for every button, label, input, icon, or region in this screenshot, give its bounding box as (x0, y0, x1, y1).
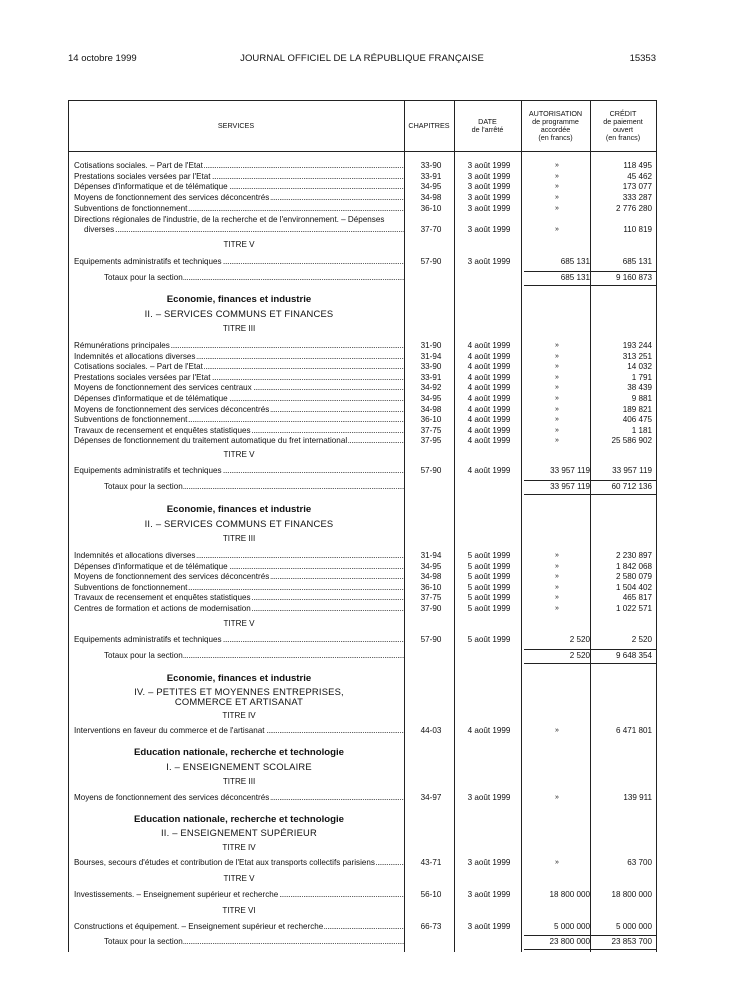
cell-autorisation: » (555, 194, 559, 202)
table-row (68, 160, 656, 171)
cell-autorisation: » (555, 562, 559, 570)
cell-chapter: 34-98 (420, 572, 442, 582)
row-label (74, 550, 404, 561)
cell-credit: 9 881 (631, 394, 652, 403)
table-row (68, 351, 656, 362)
page-header (68, 53, 656, 67)
cell-chapter: 56-10 (420, 890, 442, 899)
totals-rule (524, 649, 656, 650)
table-row (68, 889, 656, 900)
cell-chapter: 34-92 (420, 383, 442, 393)
cell-autorisation: » (555, 794, 559, 801)
section-heading: II. – SERVICES COMMUNS ET FINANCES (144, 518, 334, 529)
credits-table (68, 100, 656, 952)
cell-credit: 1 181 (631, 425, 652, 435)
totals-label: Totaux pour la section ..... (104, 482, 404, 491)
cell-chapter: 34-97 (420, 793, 442, 802)
row-label-text: Bourses, secours d'études et contribution de l'Etat aux transports collectifs parisiens (74, 858, 375, 867)
row-label (74, 561, 404, 572)
table-row (68, 550, 656, 561)
cell-credit: 173 077 (622, 182, 652, 192)
cell-date: 4 août 1999 (467, 362, 511, 372)
row-label (74, 181, 404, 192)
row-label (84, 224, 404, 235)
row-label-text: Prestations sociales versées par l'Etat (74, 171, 211, 181)
row-label-text: Moyens de fonctionnement des services déconcentrés (74, 404, 270, 414)
cell-credit: 5 000 000 (615, 922, 652, 931)
table-row (68, 725, 656, 736)
cell-autorisation: 685 131 (560, 257, 590, 266)
table-row (68, 361, 656, 372)
col-header-services: SERVICES (217, 120, 255, 130)
row-label (74, 361, 404, 372)
row-label (74, 465, 404, 476)
row-label (74, 425, 404, 436)
cell-autorisation: » (555, 204, 559, 212)
cell-credit: 465 817 (622, 593, 652, 603)
ministry-heading: Economie, finances et industrie (166, 504, 312, 515)
totals-label: Totaux pour la section ..... (104, 937, 404, 946)
totals-credit: 23 853 700 (611, 937, 652, 946)
totals-label: Totaux pour la section ..... (104, 651, 404, 660)
cell-credit: 139 911 (623, 793, 652, 802)
cell-autorisation: 18 800 000 (549, 890, 590, 899)
row-label (74, 203, 404, 214)
cell-date: 4 août 1999 (467, 415, 511, 425)
totals-rule (524, 935, 656, 936)
cell-credit: 2 580 079 (615, 572, 652, 582)
cell-date: 3 août 1999 (467, 257, 511, 266)
row-label (74, 603, 404, 614)
cell-credit: 189 821 (622, 404, 652, 414)
row-label-text: Cotisations sociales. – Part de l'Etat (74, 161, 203, 170)
cell-chapter: 37-70 (420, 225, 442, 235)
cell-autorisation: » (555, 405, 559, 413)
totals-rule (524, 271, 656, 272)
cell-date: 4 août 1999 (467, 351, 511, 361)
row-label-text: Indemnités et allocations diverses (74, 351, 196, 361)
table-row (68, 634, 656, 645)
cell-autorisation: » (555, 384, 559, 392)
row-label-text: Dépenses de fonctionnement du traitement automatique du fret international (74, 436, 348, 446)
cell-chapter: 57-90 (420, 466, 442, 475)
row-label-text: Subventions de fonctionnement (74, 415, 188, 425)
totals-label: Totaux pour la section ..... (104, 273, 404, 282)
row-label (74, 414, 404, 425)
cell-autorisation: » (555, 162, 559, 169)
titre-heading: TITRE VI (222, 906, 256, 915)
row-label (74, 792, 404, 803)
cell-chapter: 57-90 (420, 257, 442, 266)
row-label (74, 889, 404, 900)
table-row (68, 224, 656, 235)
table-row (68, 382, 656, 393)
totals-autorisation: 685 131 (560, 273, 590, 282)
cell-date: 5 août 1999 (467, 572, 511, 582)
cell-date: 5 août 1999 (467, 582, 511, 592)
cell-autorisation: » (555, 552, 559, 559)
titre-heading: TITRE V (223, 874, 255, 883)
col-header-autorisation: AUTORISATION de programme accordée (en francs) (528, 108, 583, 142)
cell-chapter: 31-90 (420, 341, 442, 350)
cell-chapter: 37-95 (420, 436, 442, 446)
cell-credit: 14 032 (627, 362, 652, 372)
table-row (68, 792, 656, 803)
table-row (68, 171, 656, 182)
cell-date: 4 août 1999 (467, 383, 511, 393)
table-row (68, 425, 656, 436)
row-label-text: Rémunérations principales (74, 341, 170, 350)
titre-heading: TITRE III (222, 534, 256, 543)
row-label (74, 351, 404, 362)
cell-credit: 33 957 119 (612, 466, 652, 475)
titre-heading: TITRE V (223, 450, 255, 459)
cell-credit: 333 287 (622, 193, 652, 203)
table-row (68, 857, 656, 868)
cell-date: 5 août 1999 (467, 635, 511, 644)
cell-chapter: 36-10 (420, 415, 442, 425)
table-row (68, 340, 656, 351)
cell-date: 3 août 1999 (467, 225, 511, 235)
cell-date: 3 août 1999 (467, 793, 511, 802)
row-label-text: Moyens de fonctionnement des services déconcentrés (74, 572, 270, 582)
cell-credit: 18 800 000 (611, 890, 652, 899)
totals-rule (524, 949, 656, 950)
table-row (68, 181, 656, 192)
cell-autorisation: » (555, 426, 559, 434)
table-row (68, 571, 656, 582)
cell-autorisation: » (555, 342, 559, 349)
cell-date: 4 août 1999 (467, 372, 511, 382)
cell-chapter: 33-90 (420, 161, 442, 170)
section-heading: I. – ENSEIGNEMENT SCOLAIRE (166, 761, 312, 772)
row-label (74, 340, 404, 351)
cell-autorisation: 33 957 119 (550, 466, 590, 475)
row-label (74, 921, 404, 932)
row-label-text: Indemnités et allocations diverses (74, 551, 196, 560)
cell-chapter: 66-73 (420, 922, 442, 931)
titre-heading: TITRE IV (222, 711, 256, 720)
section-heading: IV. – PETITES ET MOYENNES ENTREPRISES, (134, 686, 344, 697)
cell-chapter: 34-95 (420, 182, 442, 192)
cell-autorisation: » (555, 727, 559, 734)
cell-credit: 1 022 571 (615, 604, 652, 613)
table-row (68, 921, 656, 932)
cell-credit: 406 475 (622, 415, 652, 425)
cell-credit: 685 131 (622, 257, 652, 266)
table-row (68, 435, 656, 446)
cell-chapter: 37-75 (420, 425, 442, 435)
row-label-text: Moyens de fonctionnement des services centraux (74, 383, 252, 393)
row-label-text: Constructions et équipement. – Enseignement supérieur et recherche (74, 922, 324, 931)
totals-credit: 9 160 873 (615, 273, 652, 282)
row-label (74, 192, 404, 203)
cell-autorisation: » (555, 437, 559, 445)
cell-autorisation: » (555, 605, 559, 612)
section-heading: COMMERCE ET ARTISANAT (174, 696, 304, 707)
cell-date: 3 août 1999 (467, 182, 511, 192)
cell-date: 4 août 1999 (467, 436, 511, 446)
cell-credit: 6 471 801 (615, 726, 652, 735)
cell-chapter: 33-90 (420, 362, 442, 372)
row-label (74, 160, 404, 171)
journal-title: JOURNAL OFFICIEL DE LA RÉPUBLIQUE FRANÇAISE (240, 53, 484, 64)
row-label-text: Dépenses d'informatique et de télématique (74, 182, 228, 192)
cell-autorisation: » (555, 172, 559, 180)
totals-credit: 60 712 136 (611, 482, 652, 491)
cell-chapter: 57-90 (420, 635, 442, 644)
cell-autorisation: » (555, 373, 559, 381)
cell-credit: 2 230 897 (615, 551, 652, 560)
cell-credit: 193 244 (622, 341, 652, 350)
cell-credit: 313 251 (622, 351, 652, 361)
row-label (74, 634, 404, 645)
titre-heading: TITRE V (223, 619, 255, 628)
table-row (68, 372, 656, 383)
cell-credit: 2 776 280 (615, 203, 652, 213)
row-label-text: Equipements administratifs et techniques (74, 466, 222, 475)
cell-chapter: 37-75 (420, 593, 442, 603)
cell-chapter: 31-94 (420, 351, 442, 361)
cell-credit: 1 842 068 (615, 561, 652, 571)
cell-date: 5 août 1999 (467, 561, 511, 571)
totals-rule (524, 285, 656, 286)
ministry-heading: Education nationale, recherche et technologie (133, 747, 345, 758)
section-heading: II. – SERVICES COMMUNS ET FINANCES (144, 308, 334, 319)
cell-chapter: 33-91 (420, 372, 442, 382)
cell-credit: 63 700 (627, 858, 652, 867)
cell-chapter: 36-10 (420, 203, 442, 213)
totals-rule (524, 663, 656, 664)
col-header-credit: CRÉDIT de paiement ouvert (en francs) (603, 108, 643, 142)
cell-date: 3 août 1999 (467, 193, 511, 203)
row-label-text: diverses (84, 225, 115, 235)
row-label (74, 582, 404, 593)
cell-credit: 45 462 (627, 171, 652, 181)
cell-autorisation: » (555, 183, 559, 191)
row-label-text: Moyens de fonctionnement des services déconcentrés (74, 793, 270, 802)
cell-date: 3 août 1999 (467, 171, 511, 181)
cell-chapter: 33-91 (420, 171, 442, 181)
row-label-text: Travaux de recensement et enquêtes statistiques (74, 593, 251, 603)
row-label (74, 382, 404, 393)
cell-date: 3 août 1999 (467, 858, 511, 867)
titre-heading: TITRE V (223, 240, 255, 249)
cell-chapter: 37-90 (420, 604, 442, 613)
cell-chapter: 43-71 (420, 858, 442, 867)
row-label (74, 393, 404, 404)
col-header-chapitres: CHAPITRES (408, 120, 450, 130)
table-row (68, 414, 656, 425)
cell-credit: 38 439 (627, 383, 652, 393)
cell-credit: 2 520 (631, 635, 652, 644)
row-label-text: Moyens de fonctionnement des services déconcentrés (74, 193, 270, 203)
cell-date: 3 août 1999 (467, 161, 511, 170)
row-label (74, 592, 404, 603)
cell-autorisation: » (555, 352, 559, 360)
row-label-text: Centres de formation et actions de modernisation (74, 604, 251, 613)
totals-autorisation: 33 957 119 (550, 482, 590, 491)
cell-credit: 1 791 (631, 372, 652, 382)
cell-chapter: 34-98 (420, 404, 442, 414)
cell-credit: 1 504 402 (615, 582, 652, 592)
row-label-text: Investissements. – Enseignement supérieur et recherche (74, 890, 279, 899)
table-row (68, 393, 656, 404)
totals-rule (524, 494, 656, 495)
cell-autorisation: » (555, 573, 559, 581)
page-number: 15353 (629, 53, 656, 64)
row-label-text: Equipements administratifs et techniques (74, 635, 222, 644)
wrapped-label-line1: Directions régionales de l'industrie, de la recherche et de l'environnement. – Dépenses (74, 214, 385, 224)
cell-credit: 118 495 (623, 161, 652, 170)
cell-date: 5 août 1999 (467, 604, 511, 613)
row-label (74, 256, 404, 267)
cell-autorisation: » (555, 416, 559, 424)
cell-credit: 25 586 902 (611, 436, 652, 446)
table-row (68, 603, 656, 614)
cell-autorisation: » (555, 395, 559, 402)
ministry-heading: Economie, finances et industrie (166, 294, 312, 305)
row-label (74, 404, 404, 415)
table-row (68, 592, 656, 603)
cell-date: 4 août 1999 (467, 466, 511, 475)
cell-date: 4 août 1999 (467, 425, 511, 435)
cell-chapter: 44-03 (420, 726, 442, 735)
cell-date: 5 août 1999 (467, 551, 511, 560)
row-label-text: Equipements administratifs et techniques (74, 257, 222, 266)
table-row (68, 404, 656, 415)
totals-credit: 9 648 354 (615, 651, 652, 660)
cell-date: 4 août 1999 (467, 341, 511, 350)
row-label (74, 857, 404, 868)
cell-chapter: 34-95 (420, 561, 442, 571)
cell-credit: 110 819 (623, 225, 652, 235)
cell-autorisation: 2 520 (569, 635, 590, 644)
cell-date: 3 août 1999 (467, 890, 511, 899)
totals-autorisation: 23 800 000 (549, 937, 590, 946)
titre-heading: TITRE IV (222, 843, 256, 852)
row-label-text: Subventions de fonctionnement (74, 203, 188, 213)
table-row (68, 561, 656, 572)
cell-date: 3 août 1999 (467, 922, 511, 931)
table-row (68, 465, 656, 476)
table-row (68, 582, 656, 593)
table-row (68, 192, 656, 203)
cell-chapter: 34-95 (420, 394, 442, 403)
cell-autorisation: » (555, 363, 559, 371)
row-label-text: Dépenses d'informatique et de télématique (74, 394, 228, 403)
cell-autorisation: » (555, 859, 559, 866)
row-label-text: Subventions de fonctionnement (74, 582, 188, 592)
row-label-text: Travaux de recensement et enquêtes statistiques (74, 425, 251, 435)
titre-heading: TITRE III (222, 324, 256, 333)
row-label-text: Interventions en faveur du commerce et de l'artisanat (74, 726, 265, 735)
col-header-date: DATE de l'arrêté (471, 116, 504, 134)
table-row (68, 203, 656, 214)
cell-date: 3 août 1999 (467, 203, 511, 213)
cell-chapter: 36-10 (420, 582, 442, 592)
section-heading: II. – ENSEIGNEMENT SUPÉRIEUR (161, 827, 317, 838)
row-label (74, 571, 404, 582)
cell-autorisation: » (555, 594, 559, 602)
row-label (74, 171, 404, 182)
ministry-heading: Economie, finances et industrie (166, 673, 312, 684)
row-label-text: Dépenses d'informatique et de télématique (74, 561, 228, 571)
titre-heading: TITRE III (222, 777, 256, 786)
table-row (68, 256, 656, 267)
cell-autorisation: 5 000 000 (553, 922, 590, 931)
cell-autorisation: » (555, 226, 559, 234)
cell-date: 4 août 1999 (467, 404, 511, 414)
ministry-heading: Education nationale, recherche et technologie (133, 814, 345, 825)
cell-date: 4 août 1999 (467, 394, 511, 403)
totals-autorisation: 2 520 (569, 651, 590, 660)
row-label (74, 435, 404, 446)
cell-autorisation: » (555, 583, 559, 591)
cell-chapter: 31-94 (420, 551, 442, 560)
row-label-text: Cotisations sociales. – Part de l'Etat (74, 362, 203, 372)
row-label (74, 372, 404, 383)
totals-rule (524, 480, 656, 481)
cell-date: 4 août 1999 (467, 726, 511, 735)
cell-chapter: 34-98 (420, 193, 442, 203)
row-label (74, 725, 404, 736)
cell-date: 5 août 1999 (467, 593, 511, 603)
row-label-text: Prestations sociales versées par l'Etat (74, 372, 211, 382)
issue-date: 14 octobre 1999 (68, 53, 137, 64)
